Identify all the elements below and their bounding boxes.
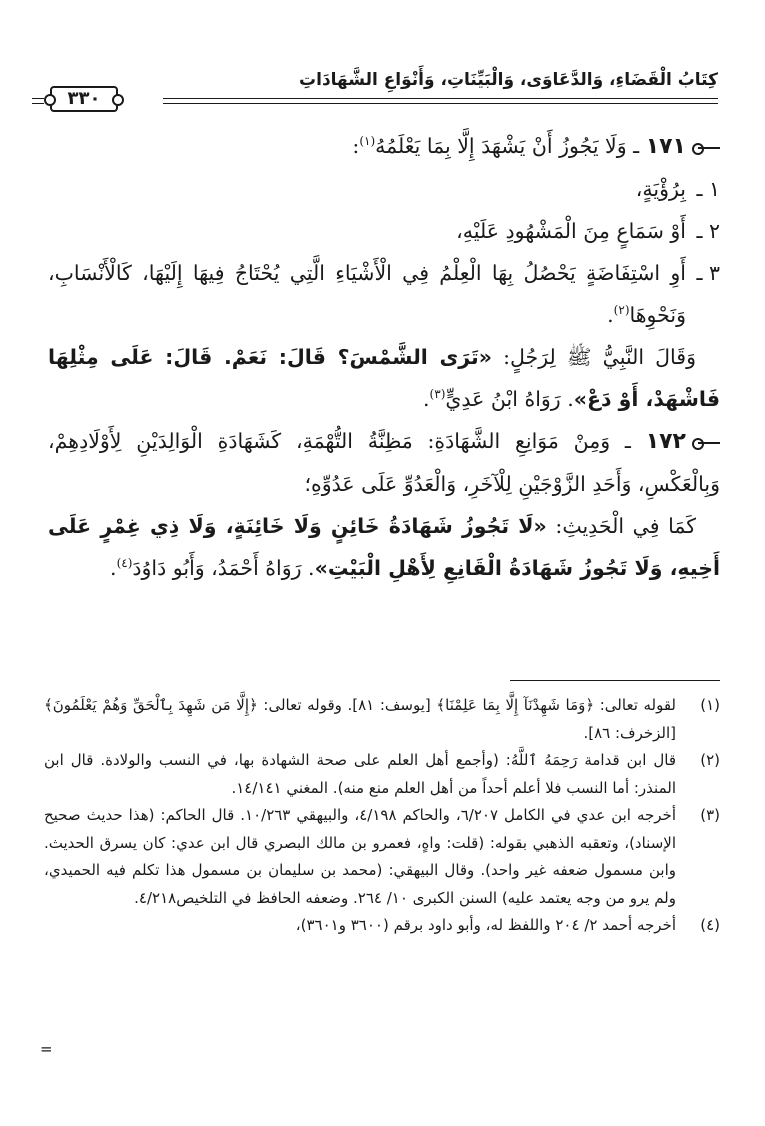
running-title: كِتَابُ الْقَضَاءِ، وَالدَّعَاوَى، وَالْبَيِّنَاتِ، وَأَنْوَاعِ الشَّهَادَاتِ <box>299 70 718 90</box>
footnote-ref: (٤) <box>116 556 133 571</box>
footnote-number: (٣) <box>700 806 720 824</box>
footnote-number: (٤) <box>700 916 720 934</box>
rule-tail: : <box>352 134 360 158</box>
hadith-paragraph: وَقَالَ النَّبِيُّ ﷺ لِرَجُلٍ: «تَرَى الشَّمْسَ؟ قَالَ: نَعَمْ. قَالَ: عَلَى مِثْلِهَا فَاشْهَدْ، أَوْ دَعْ». رَوَاهُ ابْنُ عَدِيٍّ$^{(٣)}$. <box>48 345 720 411</box>
footnote <box>44 912 720 940</box>
list-index: ١ ـ <box>696 177 720 201</box>
footnote-text: لقوله تعالى: ﴿وَمَا شَهِدْنَآ إِلَّا بِمَا عَلِمْنَا﴾ [يوسف: ٨١]. وقوله تعالى: ﴿إِلَّا مَن شَهِدَ بِٱلْحَقِّ وَهُمْ يَعْلَمُونَ﴾ [الزخرف: ٨٦]. <box>44 696 676 742</box>
main-text <box>48 125 720 589</box>
hadith-text: «تَرَى الشَّمْسَ؟ قَالَ: نَعَمْ. قَالَ: عَلَى مِثْلِهَا فَاشْهَدْ، أَوْ دَعْ» <box>48 345 720 411</box>
list-index: ٣ ـ <box>696 261 720 285</box>
footnote-text: قال ابن قدامة رَحِمَهُ ٱللَّهُ: (وأجمع أهل العلم على صحة الشهادة بها، في النسب والولادة. قال ابن المنذر: أما النسب فلا أعلم أحداً من أهل العلم منع منه). المغني ١٤/١٤١. <box>44 751 676 797</box>
footnote <box>44 802 720 912</box>
list-item <box>48 168 720 210</box>
footnotes <box>44 692 720 940</box>
rule-171-heading <box>48 125 720 168</box>
hadith-intro: وَقَالَ النَّبِيُّ ﷺ لِرَجُلٍ: <box>503 345 696 369</box>
list-item-text: أَوِ اسْتِفَاضَةٍ يَحْصُلُ بِهَا الْعِلْمُ فِي الْأَشْيَاءِ الَّتِي يُحْتَاجُ فِيهَا إِلَيْهَا، كَالْأَنْسَابِ، وَنَحْوِهَا <box>48 261 686 327</box>
list-index: ٢ ـ <box>696 219 720 243</box>
ornament-bullet-icon <box>692 143 720 153</box>
list-item-text: أَوْ سَمَاعٍ مِنَ الْمَشْهُودِ عَلَيْهِ، <box>456 219 686 243</box>
footnote-number: (٢) <box>700 751 720 769</box>
header-rule-left <box>32 98 44 104</box>
ornament-bullet-icon <box>692 438 720 448</box>
footnote-ref: (١) <box>359 134 376 149</box>
hadith-text: «لَا تَجُوزُ شَهَادَةُ خَائِنٍ وَلَا خَائِنَةٍ، وَلَا ذِي غِمْرٍ عَلَى أَخِيهِ، وَلَا تَجُوزُ شَهَادَةُ الْقَانِعِ لِأَهْلِ الْبَيْتِ» <box>48 514 720 580</box>
rule-number: ١٧١ <box>645 134 686 159</box>
hadith-source: . رَوَاهُ ابْنُ عَدِيٍّ <box>445 387 574 411</box>
footnote <box>44 747 720 802</box>
footnote-number: (١) <box>700 696 720 714</box>
rule-172-heading <box>48 420 720 505</box>
footnote-text: أخرجه أحمد ٢/ ٢٠٤ واللفظ له، وأبو داود برقم (٣٦٠٠ و٣٦٠١)، <box>295 916 676 934</box>
rule-text: ـ وَلَا يَجُوزُ أَنْ يَشْهَدَ إِلَّا بِمَا يَعْلَمُهُ <box>375 134 640 158</box>
continuation-mark: = <box>40 1040 53 1058</box>
hadith-source: . رَوَاهُ أَحْمَدُ، وَأَبُو دَاوُدَ <box>132 556 315 580</box>
hadith-intro: كَمَا فِي الْحَدِيثِ: <box>555 514 696 538</box>
footnote-separator <box>510 680 720 681</box>
footnote <box>44 692 720 747</box>
footnote-text: أخرجه ابن عدي في الكامل ٦/٢٠٧، والحاكم ٤/١٩٨، والبيهقي ١٠/٢٦٣. قال الحاكم: (هذا حديث صحيح الإسناد)، وتعقبه الذهبي بقوله: (قلت: واهٍ، فعمرو بن مالك البصري قال ابن عدي: كان يسرق الحديث. وابن مسمول ضعفه غير واحد). وقال البيهقي: (محمد بن سليمان بن مسمول هذا تكلم فيه الحميدي، ولم يرو من وجه يعتمد عليه) السنن الكبرى ١٠/ ٢٦٤. وضعفه الحافظ في التلخيص٤/٢١٨. <box>44 806 676 907</box>
rule-number: ١٧٢ <box>645 429 686 454</box>
list-item <box>48 210 720 252</box>
page-header <box>38 58 718 114</box>
rule-text: ـ وَمِنْ مَوَانِعِ الشَّهَادَةِ: مَظِنَّةُ التُّهْمَةِ، كَشَهَادَةِ الْوَالِدَيْنِ لِأَوْلَادِهِمْ، وَبِالْعَكْسِ، وَأَحَدِ الزَّوْجَيْنِ لِلْآخَرِ، وَالْعَدُوِّ عَلَى عَدُوِّهِ؛ <box>48 429 720 496</box>
hadith-paragraph: كَمَا فِي الْحَدِيثِ: «لَا تَجُوزُ شَهَادَةُ خَائِنٍ وَلَا خَائِنَةٍ، وَلَا ذِي غِمْرٍ عَلَى أَخِيهِ، وَلَا تَجُوزُ شَهَادَةُ الْقَانِعِ لِأَهْلِ الْبَيْتِ». رَوَاهُ أَحْمَدُ، وَأَبُو دَاوُدَ$^{(٤)}$. <box>48 514 720 580</box>
footnote-ref: (٢) <box>613 303 630 318</box>
footnote-ref: (٣) <box>429 387 446 402</box>
page-number: ٣٣٠ <box>50 86 118 112</box>
list-item-text: بِرُؤْيَةٍ، <box>635 177 686 201</box>
list-item: ٣ ـأَوِ اسْتِفَاضَةٍ يَحْصُلُ بِهَا الْعِلْمُ فِي الْأَشْيَاءِ الَّتِي يُحْتَاجُ فِيهَا إِلَيْهَا، كَالْأَنْسَابِ، وَنَحْوِهَا$^{(٢)}$. <box>48 252 720 336</box>
header-rule <box>163 98 718 104</box>
